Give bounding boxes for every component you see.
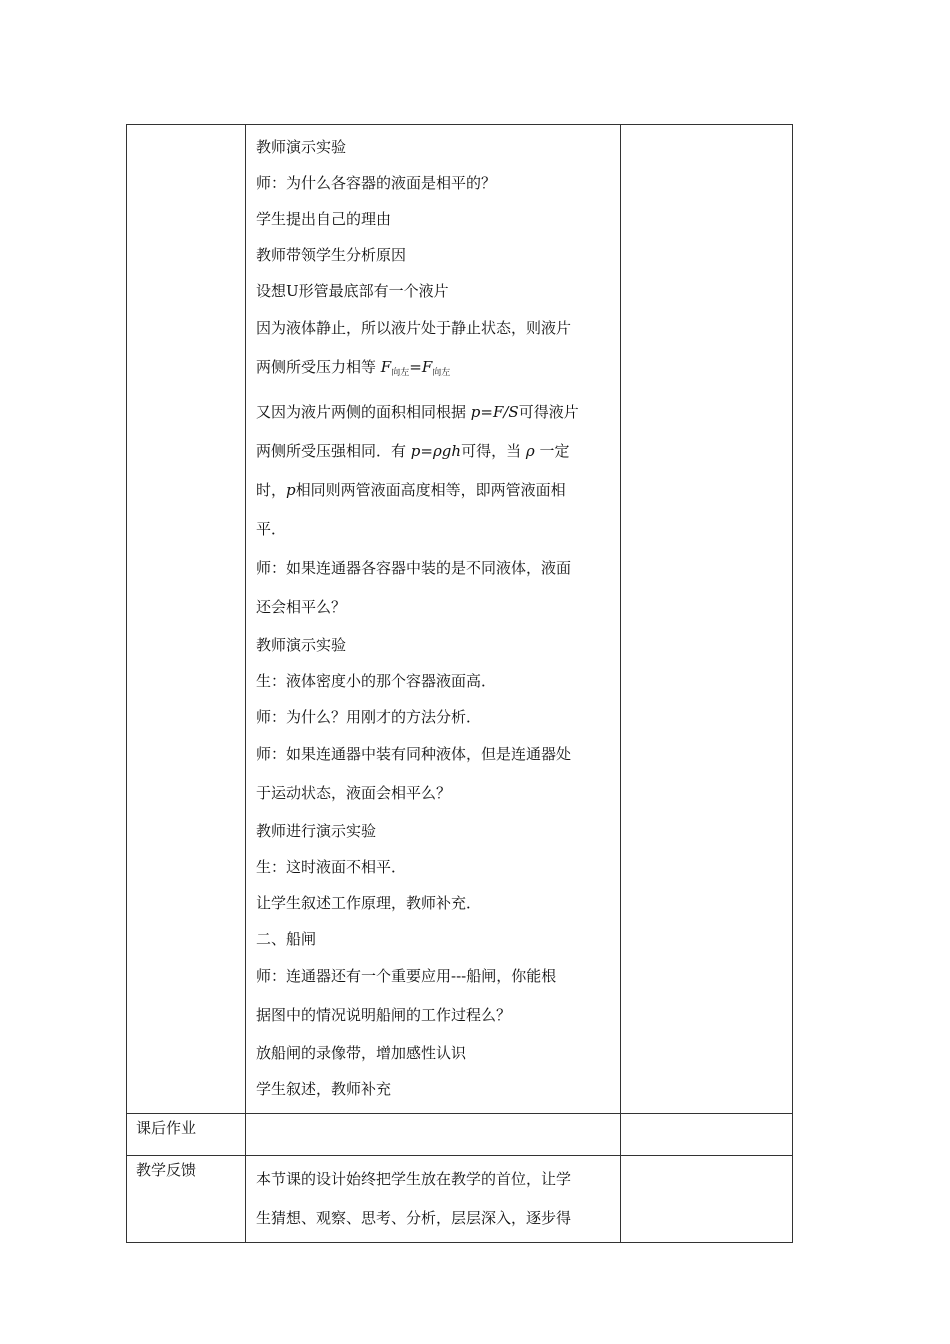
pressure-formula: p=F/S <box>470 403 519 421</box>
text-segment: 可得，当 <box>461 442 522 460</box>
text-line: 平． <box>256 520 287 538</box>
text-line: 生：液体密度小的那个容器液面高． <box>256 672 497 690</box>
text-line: 教师进行演示实验 <box>256 822 377 840</box>
text-line: 师：为什么？用刚才的方法分析． <box>256 708 482 726</box>
equals-sign: = <box>409 358 422 376</box>
p-symbol: p <box>286 481 296 499</box>
text-line: 生猜想、观察、思考、分析，层层深入，逐步得 <box>256 1209 572 1227</box>
text-line: 设想U形管最底部有一个液片 <box>256 282 449 300</box>
text-line: 师：如果连通器中装有同种液体，但是连通器处 <box>256 745 572 763</box>
text-segment: 时， <box>256 481 287 499</box>
pressure-line <box>256 393 610 432</box>
rho-symbol: ρ <box>525 442 535 460</box>
text-line: 教师演示实验 <box>256 636 347 654</box>
feedback-content <box>246 1156 621 1243</box>
text-line: 教师演示实验 <box>256 138 347 156</box>
text-line: 教师带领学生分析原因 <box>256 246 407 264</box>
process-label-cell <box>127 125 246 1114</box>
process-notes-cell <box>621 125 793 1114</box>
text-line: 据图中的情况说明船闸的工作过程么？ <box>256 1006 512 1024</box>
text-segment: 两侧所受压强相同．有 <box>256 442 407 460</box>
text-segment: 又因为液片两侧的面积相同根据 <box>256 403 467 421</box>
text-line: 本节课的设计始终把学生放在教学的首位，让学 <box>256 1170 572 1188</box>
text-segment: 一定 <box>539 442 570 460</box>
text-line: 师：如果连通器各容器中装的是不同液体，液面 <box>256 559 572 577</box>
feedback-label: 教学反馈 <box>127 1156 246 1243</box>
feedback-row <box>127 1156 793 1243</box>
force-subscript: 向左 <box>432 368 451 378</box>
p-same-line <box>256 471 610 510</box>
force-subscript: 向左 <box>391 368 410 378</box>
lesson-table <box>126 124 793 1243</box>
homework-notes <box>621 1114 793 1156</box>
text-line: 师：为什么各容器的液面是相平的？ <box>256 174 497 192</box>
section-heading: 二、船闸 <box>256 930 317 948</box>
force-symbol: F <box>421 358 433 376</box>
text-segment: 可得液片 <box>518 403 579 421</box>
homework-row <box>127 1114 793 1156</box>
text-line: 让学生叙述工作原理，教师补充． <box>256 894 482 912</box>
text-line: 因为液体静止，所以液片处于静止状态，则液片 <box>256 319 572 337</box>
text-line: 学生叙述，教师补充 <box>256 1080 392 1098</box>
process-content-cell <box>246 125 621 1114</box>
text-line: 于运动状态，液面会相平么？ <box>256 784 452 802</box>
text-line: 生：这时液面不相平． <box>256 858 407 876</box>
process-row <box>127 125 793 1114</box>
density-formula: p=ρgh <box>410 442 462 460</box>
feedback-notes <box>621 1156 793 1243</box>
text-line: 还会相平么？ <box>256 598 347 616</box>
text-line: 师：连通器还有一个重要应用---船闸，你能根 <box>256 967 557 985</box>
text-segment: 两侧所受压力相等 <box>256 358 377 376</box>
text-line: 学生提出自己的理由 <box>256 210 392 228</box>
text-segment: 相同则两管液面高度相等，即两管液面相 <box>295 481 566 499</box>
text-line: 放船闸的录像带，增加感性认识 <box>256 1044 467 1062</box>
force-line <box>256 348 610 393</box>
force-symbol: F <box>380 358 392 376</box>
density-line <box>256 432 610 471</box>
homework-label: 课后作业 <box>127 1114 246 1156</box>
homework-content <box>246 1114 621 1156</box>
